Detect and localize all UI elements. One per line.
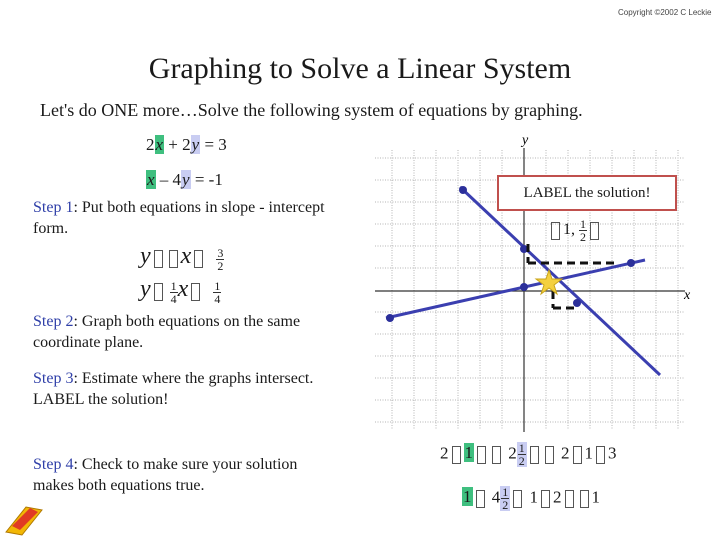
- eq1-coef: 2: [146, 135, 155, 154]
- glyph-box: [590, 222, 599, 240]
- eq1-mid: + 2: [164, 135, 191, 154]
- solution-comma: ,: [571, 221, 575, 239]
- solution-y-fraction: $\frac{1}{2}$: [580, 217, 586, 244]
- eq1-end: = 3: [200, 135, 227, 154]
- point: [573, 299, 581, 307]
- step-1-text: : Put both equations in slope - intercept form.: [33, 199, 325, 237]
- eq2-x-var: x: [147, 170, 155, 189]
- si1-fraction: $\frac{3}{2}$: [217, 245, 224, 273]
- step-3-text: : Estimate where the graphs intersect. LABEL the solution!: [33, 370, 314, 408]
- glyph-box: [492, 446, 501, 464]
- glyph-box: [541, 490, 550, 508]
- si2-x: x: [177, 276, 189, 302]
- check2-y-fraction: $\frac{1}{2}$: [502, 485, 509, 512]
- slide-title: Graphing to Solve a Linear System: [148, 52, 572, 85]
- step-4-text: : Check to make sure your solution makes both equations true.: [33, 456, 298, 494]
- glyph-box: [551, 222, 560, 240]
- point: [386, 314, 394, 322]
- solution-x: 1: [563, 221, 571, 239]
- glyph-box: [545, 446, 554, 464]
- si2-y: y: [140, 276, 151, 302]
- check-equation-1: 2 1 2 $\frac{1}{2}$ 2 1 3: [440, 441, 617, 468]
- step-2-text: : Graph both equations on the same coordinate plane.: [33, 313, 301, 351]
- step-1-label: Step 1: [33, 199, 74, 216]
- check1-y-fraction: $\frac{1}{2}$: [518, 441, 525, 468]
- glyph-box: [477, 446, 486, 464]
- check2-x-value: 1: [463, 487, 472, 507]
- glyph-box: [513, 490, 522, 508]
- label-solution-callout: LABEL the solution!: [497, 175, 677, 211]
- eq1-y-var: y: [191, 135, 200, 154]
- eq2-y-var: y: [182, 170, 190, 189]
- glyph-box: [596, 446, 605, 464]
- glyph-box: [573, 446, 582, 464]
- glyph-box: [530, 446, 539, 464]
- point: [627, 259, 635, 267]
- si2-coef-fraction: $\frac{1}{4}$: [170, 278, 177, 306]
- eq2-mid: – 4: [155, 170, 182, 189]
- glyph-box: [452, 446, 461, 464]
- step-2-label: Step 2: [33, 313, 74, 330]
- step-3-label: Step 3: [33, 370, 74, 387]
- solution-point-label: [548, 218, 602, 243]
- subtitle: Let's do ONE more…Solve the following system of equations by graphing.: [40, 100, 583, 120]
- y-axis-label: y: [522, 133, 529, 148]
- copyright-notice: Copyright ©2002 C Leckie: [618, 8, 712, 17]
- check1-x-value: 1: [464, 443, 473, 463]
- line-2: [386, 260, 645, 318]
- eq1-x-var: x: [155, 135, 164, 154]
- step-4-label: Step 4: [33, 456, 74, 473]
- corner-graphic: [6, 507, 42, 535]
- si1-y: y: [140, 243, 151, 269]
- eq2-end: = -1: [190, 170, 223, 189]
- check-equation-2: 1 4 $\frac{1}{2}$ 1 2 1: [463, 485, 600, 512]
- x-axis-label: x: [684, 288, 691, 303]
- glyph-box: [580, 490, 589, 508]
- point: [520, 283, 528, 291]
- glyph-box: [565, 490, 574, 508]
- si1-x: x: [180, 243, 192, 269]
- point: [459, 186, 467, 194]
- si2-fraction: $\frac{1}{4}$: [214, 278, 221, 306]
- glyph-box: [476, 490, 485, 508]
